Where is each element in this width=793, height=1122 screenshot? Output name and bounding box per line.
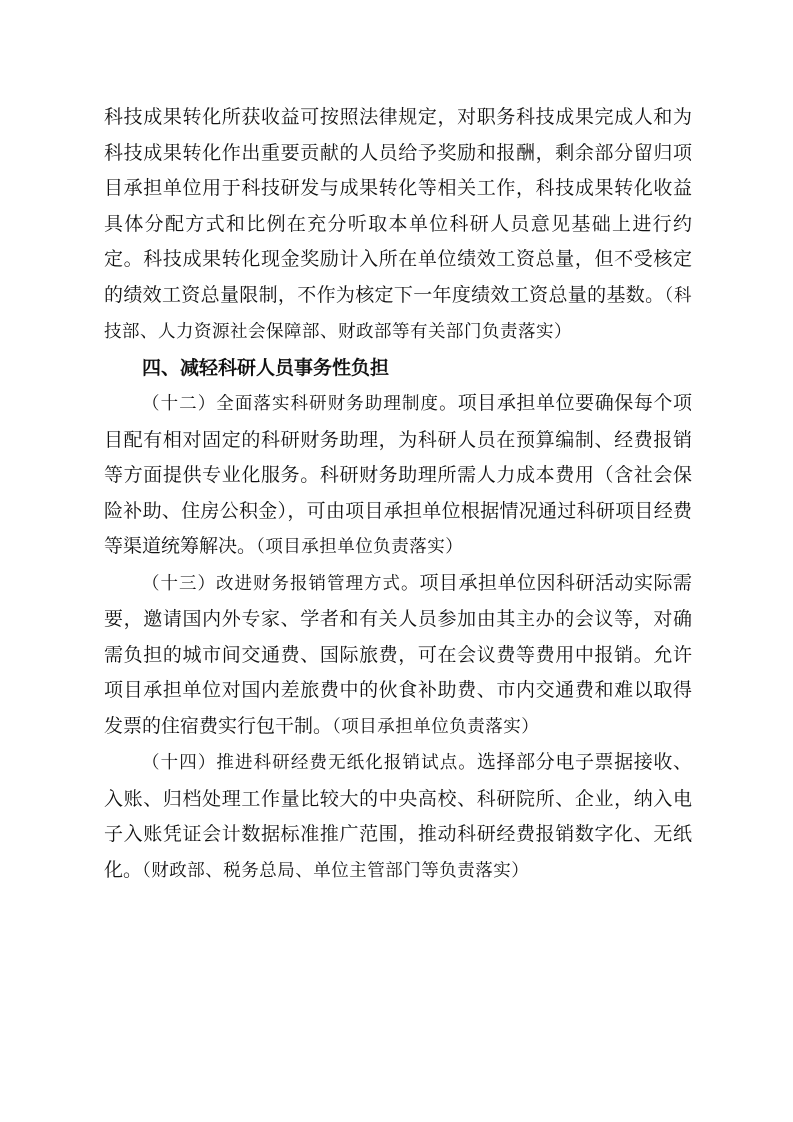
responsibility-note: （项目承担单位负责落实） — [256, 537, 464, 557]
paragraph-item-12 — [104, 386, 692, 566]
paragraph-text: 选择部分电子票据接收、入账、归档处理工作量比较大的中央高校、科研院所、企业，纳入电子入账凭证会计数据标准推广范围，推动科研经费报销数字化、无纸化。 — [104, 751, 692, 881]
document-body — [104, 100, 692, 889]
item-title: （十二）全面落实科研财务助理制度。 — [142, 394, 458, 414]
responsibility-note: （财政部、税务总局、单位主管部门等负责落实） — [142, 860, 530, 881]
paragraph-item-13 — [104, 566, 692, 746]
responsibility-note: （项目承担单位负责落实） — [332, 716, 540, 737]
paragraph-continued — [104, 100, 692, 351]
paragraph-text: 项目承担单位因科研活动实际需要，邀请国内外专家、学者和有关人员参加由其主办的会议等，对确需负担的城市间交通费、国际旅费，可在会议费等费用中报销。允许项目承担单位对国内差旅费中的伙食补助费、市内交通费和难以取得发票的住宿费实行包干制。 — [104, 571, 692, 737]
section-heading: 四、减轻科研人员事务性负担 — [142, 356, 390, 379]
responsibility-note: （科技部、人力资源社会保障部、财政部等有关部门负责落实） — [104, 285, 692, 342]
paragraph-text: 科技成果转化所获收益可按照法律规定，对职务科技成果完成人和为科技成果转化作出重要贡献的人员给予奖励和报酬，剩余部分留归项目承担单位用于科技研发与成果转化等相关工作，科技成果转化收益具体分配方式和比例在充分听取本单位科研人员意见基础上进行约定。科技成果转化现金奖励计入所在单位绩效工资总量，但不受核定的绩效工资总量限制，不作为核定下一年度绩效工资总量的基数。 — [104, 106, 692, 306]
paragraph-text: 项目承担单位要确保每个项目配有相对固定的科研财务助理，为科研人员在预算编制、经费报销等方面提供专业化服务。科研财务助理所需人力成本费用（含社会保险补助、住房公积金），可由项目承担单位根据情况通过科研项目经费等渠道统筹解决。 — [104, 392, 692, 557]
paragraph-item-14 — [104, 745, 692, 889]
item-title: （十三）改进财务报销管理方式。 — [142, 573, 420, 594]
item-title: （十四）推进科研经费无纸化报销试点。 — [142, 753, 477, 773]
